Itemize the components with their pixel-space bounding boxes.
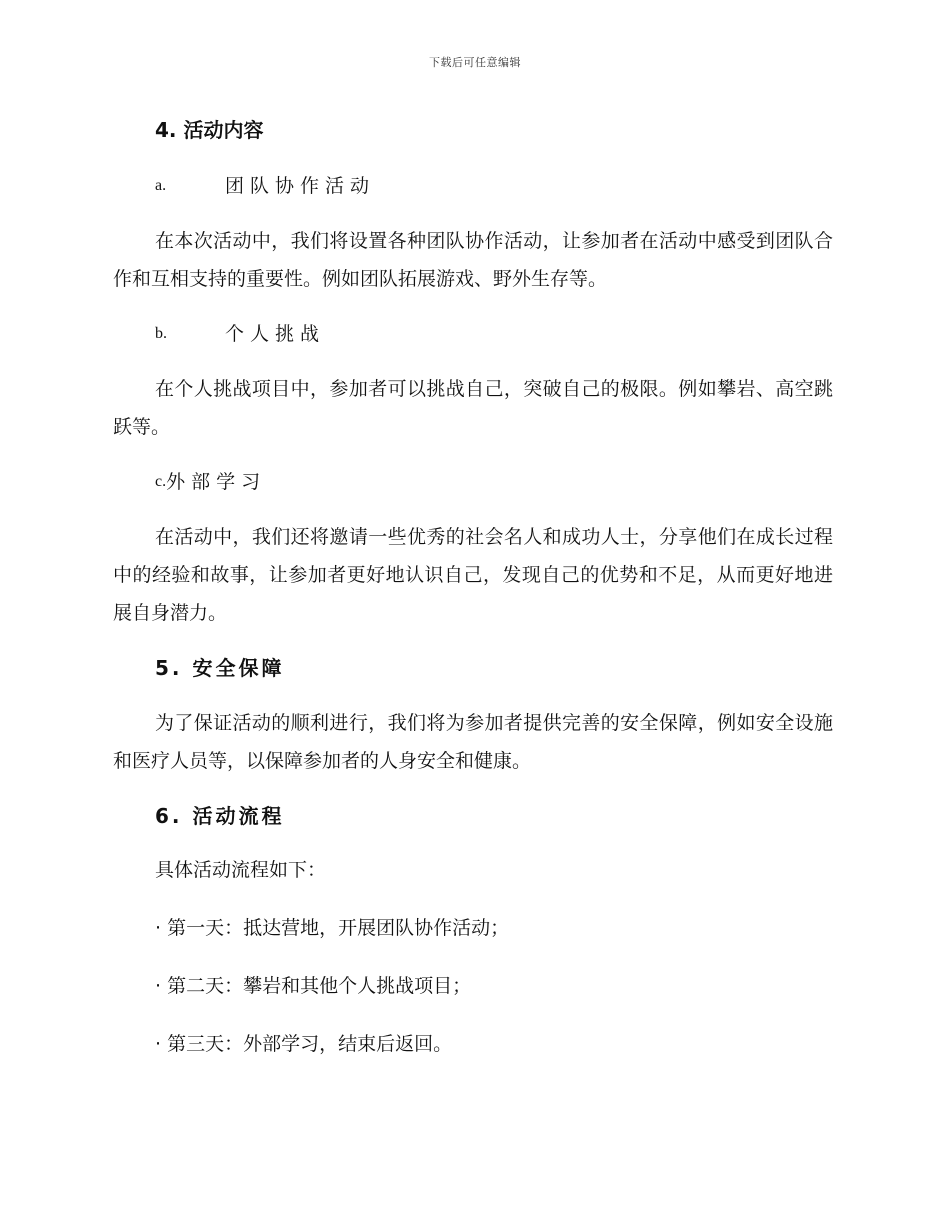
subsection-heading-b [155, 316, 833, 352]
subsection-heading-a [155, 168, 833, 204]
subsection-marker-c: c. [155, 473, 167, 490]
page-header: 下载后可任意编辑 [429, 56, 521, 69]
process-item-day1: · 第一天：抵达营地，开展团队协作活动； [155, 917, 510, 939]
section-heading-safety: 5. 安全保障 [155, 656, 285, 680]
subsection-marker-b: b. [155, 325, 167, 342]
paragraph-team-activity: 在本次活动中，我们将设置各种团队协作活动，让参加者在活动中感受到团队合作和互相支持的重要性。例如团队拓展游戏、野外生存等。 [113, 230, 833, 290]
subsection-title-a: 团队协作活动 [225, 175, 376, 197]
section-heading-process: 6. 活动流程 [155, 804, 285, 828]
document-body [113, 112, 833, 1062]
subsection-marker-a: a. [155, 177, 167, 194]
subsection-title-c: 外部学习 [166, 471, 267, 493]
subsection-title-b: 个人挑战 [225, 323, 326, 345]
paragraph-personal-challenge: 在个人挑战项目中，参加者可以挑战自己，突破自己的极限。例如攀岩、高空跳跃等。 [113, 378, 833, 438]
paragraph-safety: 为了保证活动的顺利进行，我们将为参加者提供完善的安全保障，例如安全设施和医疗人员等，以保障参加者的人身安全和健康。 [113, 712, 833, 772]
paragraph-external-learning: 在活动中，我们还将邀请一些优秀的社会名人和成功人士，分享他们在成长过程中的经验和故事，让参加者更好地认识自己，发现自己的优势和不足，从而更好地进展自身潜力。 [113, 526, 833, 624]
process-item-day2: · 第二天：攀岩和其他个人挑战项目； [155, 975, 472, 997]
section-heading-activity: 4. 活动内容 [155, 118, 264, 142]
process-intro: 具体活动流程如下： [155, 859, 327, 881]
process-item-day3: · 第三天：外部学习，结束后返回。 [155, 1033, 453, 1055]
subsection-heading-c [155, 464, 833, 500]
